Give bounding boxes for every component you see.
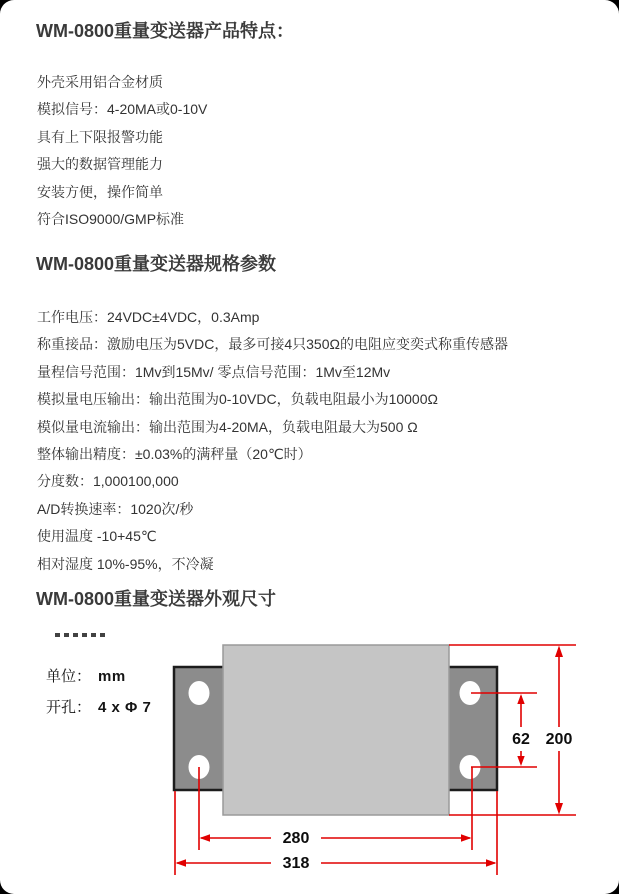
feature-item: 模拟信号：4-20MA或0-10V bbox=[37, 101, 208, 118]
feature-item: 符合ISO9000/GMP标准 bbox=[37, 211, 185, 228]
specs-heading: WM-0800重量变送器规格参数 bbox=[36, 254, 277, 274]
features-heading: WM-0800重量变送器产品特点： bbox=[36, 21, 295, 41]
spec-item: 工作电压：24VDC±4VDC，0.3Amp bbox=[37, 309, 260, 325]
spec-item: 称重接品：激励电压为5VDC，最多可接4只350Ω的电阻应变奕式称重传感器 bbox=[37, 336, 508, 353]
feature-item: 具有上下限报警功能 bbox=[37, 128, 163, 145]
transmitter-body bbox=[223, 645, 449, 815]
mounting-hole bbox=[189, 681, 210, 705]
feature-item: 安装方便，操作简单 bbox=[37, 183, 163, 200]
dim-label-62: 62 bbox=[512, 731, 530, 748]
dimension-62 bbox=[512, 694, 530, 766]
unit-label: 单位： bbox=[46, 669, 92, 685]
dim-label-318: 318 bbox=[282, 855, 310, 872]
spec-item: 相对湿度 10%-95%，不冷凝 bbox=[37, 555, 214, 572]
dimensions-heading: WM-0800重量变送器外观尺寸 bbox=[36, 589, 277, 609]
dimension-280 bbox=[200, 830, 472, 847]
spec-item: A/D转换速率：1020次/秒 bbox=[37, 500, 194, 517]
feature-item: 外壳采用铝合金材质 bbox=[37, 74, 163, 90]
dim-label-200: 200 bbox=[545, 731, 573, 748]
holes-label: 开孔： bbox=[46, 700, 92, 716]
spec-item: 分度数：1,000100,000 bbox=[37, 473, 179, 490]
dimension-200 bbox=[546, 646, 573, 815]
spec-item: 模似量电流输出：输出范围为4-20MA，负载电阻最大为500 Ω bbox=[37, 418, 418, 435]
dimension-318 bbox=[176, 855, 497, 872]
spec-item: 整体输出精度：±0.03%的满秤量（20℃时） bbox=[37, 446, 312, 463]
unit-value: mm bbox=[98, 668, 126, 685]
spec-item: 量程信号范围：1Mv到15Mv/ 零点信号范围：1Mv至12Mv bbox=[37, 363, 391, 380]
feature-item: 强大的数据管理能力 bbox=[37, 156, 163, 173]
spec-item: 模拟量电压输出：输出范围为0-10VDC，负载电阻最小为10000Ω bbox=[37, 391, 438, 408]
dim-label-280: 280 bbox=[282, 830, 310, 847]
spec-item: 使用温度 -10+45℃ bbox=[37, 528, 157, 545]
holes-value: 4 x Φ 7 bbox=[98, 699, 152, 716]
